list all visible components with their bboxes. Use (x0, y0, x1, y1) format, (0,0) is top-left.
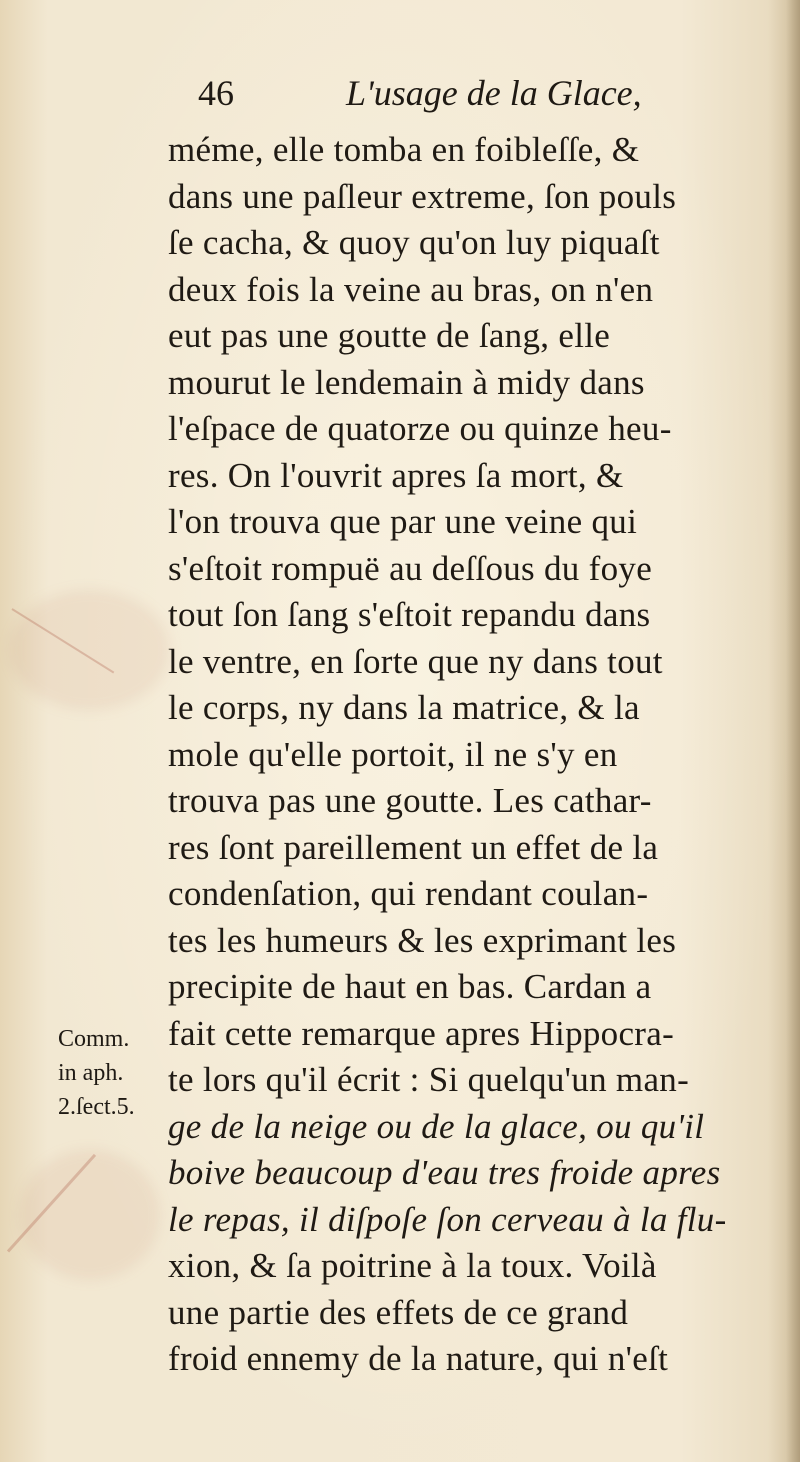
text-line: une partie des effets de ce grand (168, 1292, 629, 1332)
text-line: méme, elle tomba en foibleſſe, & (168, 130, 640, 169)
text-line: res. On l'ouvrit apres ſa mort, & (168, 455, 624, 495)
text-line: mourut le lendemain à midy dans (168, 362, 645, 402)
text-line: l'eſpace de quatorze ou quinze heu- (168, 409, 672, 448)
running-title: L'usage de la Glace, (346, 73, 642, 113)
page-edge-shadow (786, 0, 800, 1462)
text-line: tout ſon ſang s'eſtoit repandu dans (168, 595, 651, 634)
text-line: mole qu'elle portoit, il ne s'y en (168, 734, 618, 774)
text-line: condenſation, qui rendant coulan- (168, 874, 649, 913)
margin-note-line: 2.ſect.5. (58, 1094, 135, 1120)
page-header (198, 72, 718, 122)
text-line: l'on trouva que par une veine qui (168, 502, 638, 541)
text-line: deux fois la veine au bras, on n'en (168, 269, 654, 309)
body-text (168, 127, 768, 1383)
margin-note-line: Comm. (58, 1026, 130, 1052)
text-line: precipite de haut en bas. Cardan a (168, 967, 652, 1006)
text-line: ſe cacha, & quoy qu'on luy piquaſt (168, 223, 660, 262)
text-line: boive beaucoup d'eau tres froide apres (168, 1153, 721, 1192)
text-line: s'eſtoit rompuë au deſſous du foye (168, 548, 653, 588)
text-line: tes les humeurs & les exprimant les (168, 920, 677, 960)
text-line: le ventre, en ſorte que ny dans tout (168, 641, 663, 681)
text-line: res ſont pareillement un effet de la (168, 827, 659, 867)
margin-note-line: in aph. (58, 1060, 124, 1086)
page-number: 46 (198, 73, 234, 113)
text-line: te lors qu'il écrit : Si quelqu'un man- (168, 1060, 690, 1099)
paper-stain (10, 590, 170, 710)
text-line: fait cette remarque apres Hippocra- (168, 1013, 675, 1053)
margin-note (58, 1022, 168, 1124)
text-line: le repas, il diſpoſe ſon cerveau à la flu- (168, 1199, 727, 1239)
text-line: ge de la neige ou de la glace, ou qu'il (168, 1106, 705, 1146)
text-line: le corps, ny dans la matrice, & la (168, 688, 640, 727)
text-line: xion, & ſa poitrine à la toux. Voilà (168, 1246, 657, 1285)
text-line: dans une paſleur extreme, ſon pouls (168, 176, 677, 216)
text-line: eut pas une goutte de ſang, elle (168, 316, 611, 355)
text-line: trouva pas une goutte. Les cathar- (168, 781, 652, 820)
text-line: froid ennemy de la nature, qui n'eſt (168, 1339, 669, 1378)
